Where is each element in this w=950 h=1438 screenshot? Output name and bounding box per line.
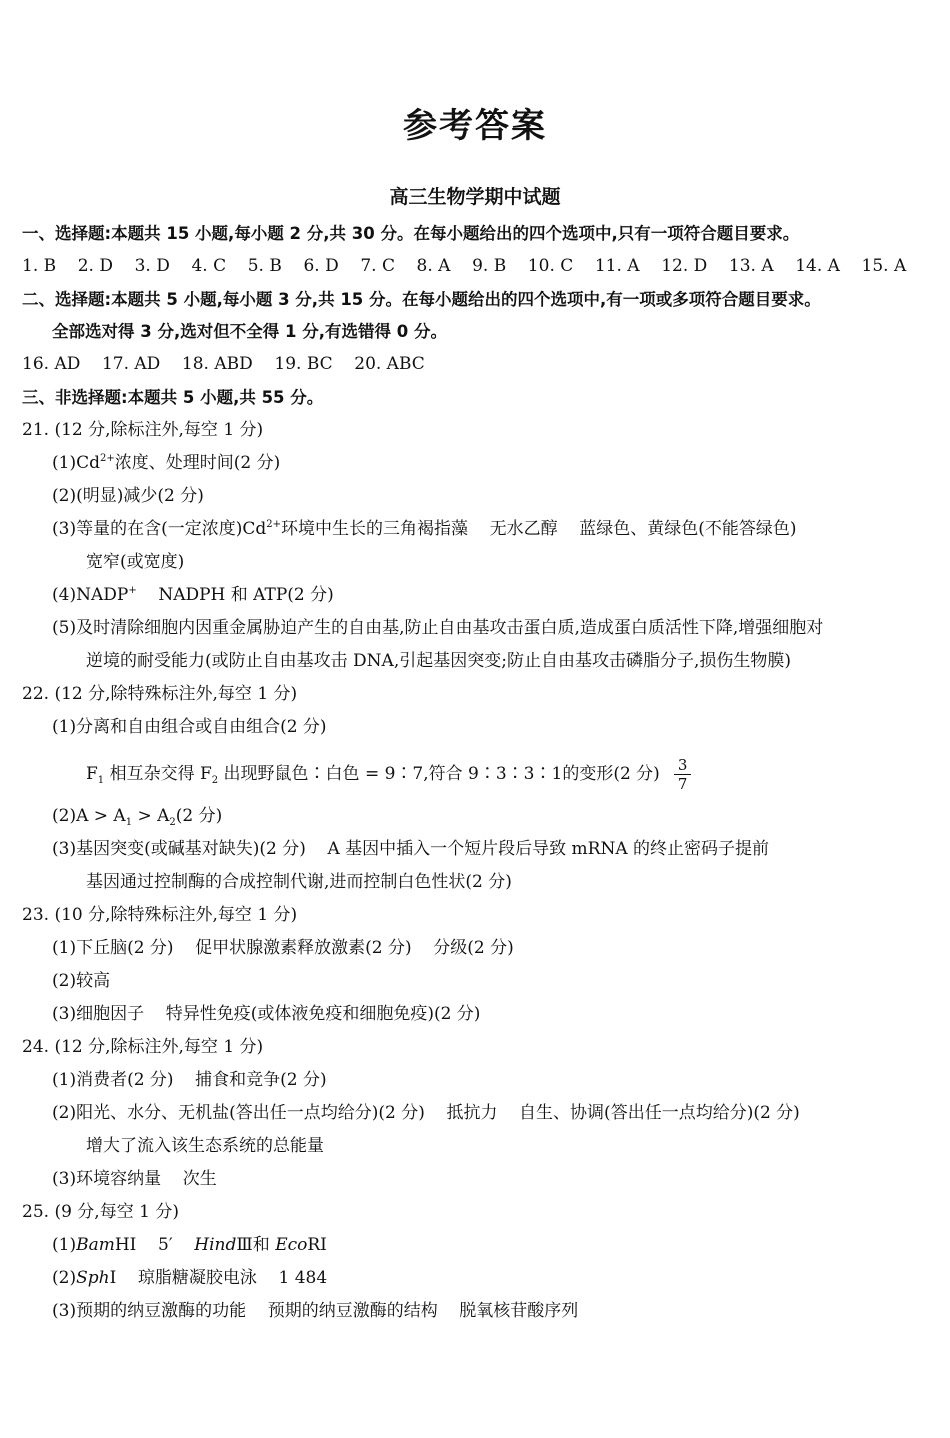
q21-answer-1: $(1)Cd^{2+}$浓度、处理时间(2 分) bbox=[52, 453, 281, 473]
q22-header: 22. (12 分,除特殊标注外,每空 1 分) bbox=[22, 684, 298, 704]
q25-answer-2: (2)SphⅠ 琼脂糖凝胶电泳 1 484 bbox=[52, 1268, 328, 1288]
section2-heading: 二、选择题:本题共 5 小题,每小题 3 分,共 15 分。在每小题给出的四个选项中,有一项或多项符合题目要求。 bbox=[22, 290, 821, 309]
q24-answer-2-cont: 增大了流入该生态系统的总能量 bbox=[86, 1136, 324, 1156]
exam-subtitle: 高三生物学期中试题 bbox=[389, 186, 561, 208]
q21-answer-2: (2)(明显)减少(2 分) bbox=[52, 486, 204, 506]
q22-answer-1: (1)分离和自由组合或自由组合(2 分) bbox=[52, 717, 327, 737]
q22-answer-3-cont: 基因通过控制酶的合成控制代谢,进而控制白色性状(2 分) bbox=[86, 872, 512, 892]
q21-answer-3-cont: 宽窄(或宽度) bbox=[86, 552, 185, 572]
page-title: 参考答案 bbox=[403, 106, 547, 146]
q24-answer-2: (2)阳光、水分、无机盐(答出任一点均给分)(2 分) 抵抗力 自生、协调(答出任一点均给分)(2 分) bbox=[52, 1103, 800, 1123]
q22-answer-3: (3)基因突变(或碱基对缺失)(2 分) A 基因中插入一个短片段后导致 mRNA 的终止密码子提前 bbox=[52, 839, 770, 859]
q25-header: 25. (9 分,每空 1 分) bbox=[22, 1202, 179, 1222]
q23-header: 23. (10 分,除特殊标注外,每空 1 分) bbox=[22, 905, 298, 925]
section2-answers: 16. AD 17. AD 18. ABD 19. BC 20. ABC bbox=[22, 354, 425, 374]
section1-heading: 一、选择题:本题共 15 小题,每小题 2 分,共 30 分。在每小题给出的四个选项中,只有一项符合题目要求。 bbox=[22, 224, 800, 243]
q23-answer-1: (1)下丘脑(2 分) 促甲状腺激素释放激素(2 分) 分级(2 分) bbox=[52, 938, 514, 958]
section3-heading: 三、非选择题:本题共 5 小题,共 55 分。 bbox=[22, 388, 324, 407]
q21-header: 21. (12 分,除标注外,每空 1 分) bbox=[22, 420, 264, 440]
q23-answer-2: (2)较高 bbox=[52, 971, 111, 991]
q21-answer-3: (3)等量的在含(一定浓度)$Cd^{2+}$环境中生长的三角褐指藻 无水乙醇 蓝绿色、黄绿色(不能答绿色) bbox=[52, 519, 797, 539]
fraction: $\frac{3}{7}$ bbox=[674, 756, 692, 793]
q22-answer-2: $(2)A > A_1 > A_2(2$ 分) bbox=[52, 806, 223, 828]
q24-answer-3: (3)环境容纳量 次生 bbox=[52, 1169, 217, 1189]
section2-heading-cont: 全部选对得 3 分,选对但不全得 1 分,有选错得 0 分。 bbox=[52, 322, 447, 341]
q25-answer-3: (3)预期的纳豆激酶的功能 预期的纳豆激酶的结构 脱氧核苷酸序列 bbox=[52, 1301, 579, 1321]
q23-answer-3: (3)细胞因子 特异性免疫(或体液免疫和细胞免疫)(2 分) bbox=[52, 1004, 481, 1024]
q21-answer-4: (4)NADP+ NADPH 和 ATP(2 分) bbox=[52, 585, 334, 605]
q25-answer-1: (1)BamHⅠ 5′ HindⅢ和 EcoRⅠ bbox=[52, 1235, 327, 1255]
q22-answer-1-explanation: $F_1$ 相互杂交得 $F_2$ 出现野鼠色∶白色 = 9∶7,符合 9∶3∶3∶1的变形(2 分) $\frac{3}{7}$ bbox=[86, 756, 691, 793]
q21-answer-5: (5)及时清除细胞内因重金属胁迫产生的自由基,防止自由基攻击蛋白质,造成蛋白质活性下降,增强细胞对 bbox=[52, 618, 824, 638]
section1-answers: 1. B 2. D 3. D 4. C 5. B 6. D 7. C 8. A 9. B 10. C 11. A 12. D 13. A 14. A 15. A bbox=[22, 256, 907, 276]
q21-answer-5-cont: 逆境的耐受能力(或防止自由基攻击 DNA,引起基因突变;防止自由基攻击磷脂分子,损伤生物膜) bbox=[86, 651, 791, 671]
q24-answer-1: (1)消费者(2 分) 捕食和竞争(2 分) bbox=[52, 1070, 327, 1090]
q24-header: 24. (12 分,除标注外,每空 1 分) bbox=[22, 1037, 264, 1057]
